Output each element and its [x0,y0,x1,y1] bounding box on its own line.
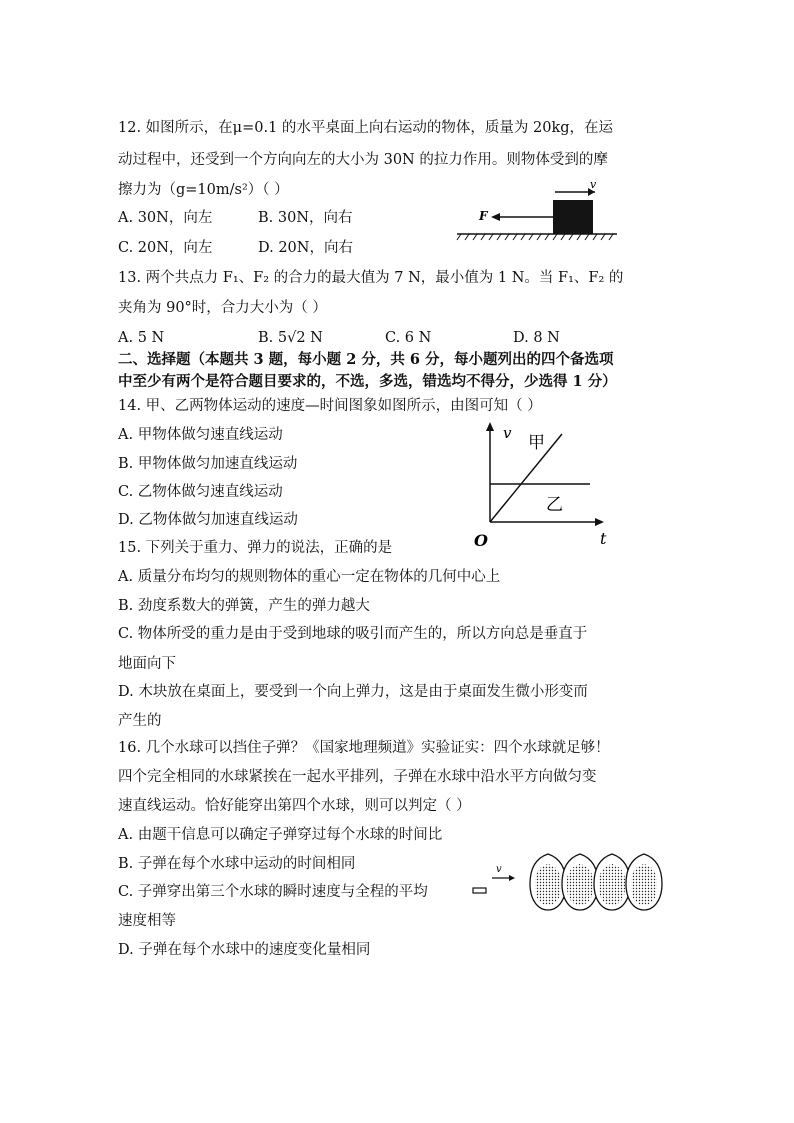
q14-v-axis-arrowhead [486,422,494,431]
q15-option-d-line2: 产生的 [118,713,162,729]
q16-water-balls-figure [470,848,670,918]
q12-fig-v-label: v [590,178,597,191]
q16-bullet [473,888,486,893]
q14-option-d: D. 乙物体做匀加速直线运动 [118,512,298,528]
q12-stem-line2: 动过程中，还受到一个方向向左的大小为 30N 的拉力作用。则物体受到的摩 [118,152,608,168]
q12-option-d: D. 20N，向右 [258,240,353,256]
q16-water-ball-2 [562,854,598,910]
q13-option-c: C. 6 N [385,330,432,346]
q15-option-c-line1: C. 物体所受的重力是由于受到地球的吸引而产生的，所以方向总是垂直于 [118,626,588,642]
q16-option-b: B. 子弹在每个水球中运动的时间相同 [118,856,356,872]
q14-fig-yi-label: 乙 [546,495,563,515]
q16-water-ball-1 [530,854,566,910]
section2-header-line2: 中至少有两个是符合题目要求的，不选，多选，错选均不得分，少选得 1 分） [118,373,617,390]
q12-block [553,200,593,234]
q12-option-c: C. 20N，向左 [118,240,213,256]
q16-fig-v-label: v [496,864,502,875]
q15-option-d-line1: D. 木块放在桌面上，要受到一个向上弹力，这是由于桌面发生微小形变而 [118,684,588,700]
q14-fig-t-label: t [600,529,607,548]
q14-option-b: B. 甲物体做匀加速直线运动 [118,456,298,472]
q14-fig-v-label: v [503,424,512,442]
q12-option-b: B. 30N，向右 [258,210,353,226]
q14-stem: 14. 甲、乙两物体运动的速度—时间图象如图所示，由图可知（ ） [118,398,542,414]
q13-option-b: B. 5√2 N [258,330,323,346]
q15-option-b: B. 劲度系数大的弹簧，产生的弹力越大 [118,598,370,614]
q13-option-d: D. 8 N [513,330,560,346]
q16-water-ball-3 [594,854,630,910]
q16-stem-line1: 16. 几个水球可以挡住子弹？《国家地理频道》实验证实：四个水球就足够！ [118,740,610,756]
q12-option-a: A. 30N，向左 [118,210,213,226]
q16-water-ball-4 [626,854,662,910]
q15-option-a: A. 质量分布均匀的规则物体的重心一定在物体的几何中心上 [118,569,501,585]
q14-t-axis-arrowhead [595,518,604,526]
q16-velocity-arrowhead [509,875,515,881]
q16-option-a: A. 由题干信息可以确定子弹穿过每个水球的时间比 [118,827,443,843]
section2-header-line1: 二、选择题（本题共 3 题，每小题 2 分，共 6 分，每小题列出的四个备选项 [118,351,614,368]
q12-force-arrowhead [491,213,500,221]
q12-fig-f-label: F [479,209,488,223]
q12-table-hatching [457,234,613,240]
q13-stem-line1: 13. 两个共点力 F₁、F₂ 的合力的最大值为 7 N，最小值为 1 N。当 F₁、F₂ 的 [118,270,624,286]
q14-option-a: A. 甲物体做匀速直线运动 [118,427,283,443]
q15-stem: 15. 下列关于重力、弹力的说法，正确的是 [118,540,393,556]
q13-option-a: A. 5 N [118,330,165,346]
q12-block-figure [455,178,620,244]
q14-fig-jia-label: 甲 [528,433,545,453]
q14-vt-graph [470,418,620,548]
q14-fig-origin-label: O [474,531,488,550]
q16-option-d: D. 子弹在每个水球中的速度变化量相同 [118,942,371,958]
q16-stem-line2: 四个完全相同的水球紧挨在一起水平排列，子弹在水球中沿水平方向做匀变 [118,769,597,785]
q12-stem-line1: 12. 如图所示，在μ=0.1 的水平桌面上向右运动的物体，质量为 20kg，在运 [118,120,614,136]
q16-option-c-line1: C. 子弹穿出第三个水球的瞬时速度与全程的平均 [118,884,428,900]
q15-option-c-line2: 地面向下 [118,656,176,672]
q16-stem-line3: 速直线运动。恰好能穿出第四个水球，则可以判定（ ） [118,798,471,814]
q16-option-c-line2: 速度相等 [118,913,176,929]
q12-stem-line3: 擦力为（g=10m/s²）（ ） [118,182,289,198]
q14-option-c: C. 乙物体做匀速直线运动 [118,484,283,500]
q13-stem-line2: 夹角为 90°时，合力大小为（ ） [118,300,327,316]
